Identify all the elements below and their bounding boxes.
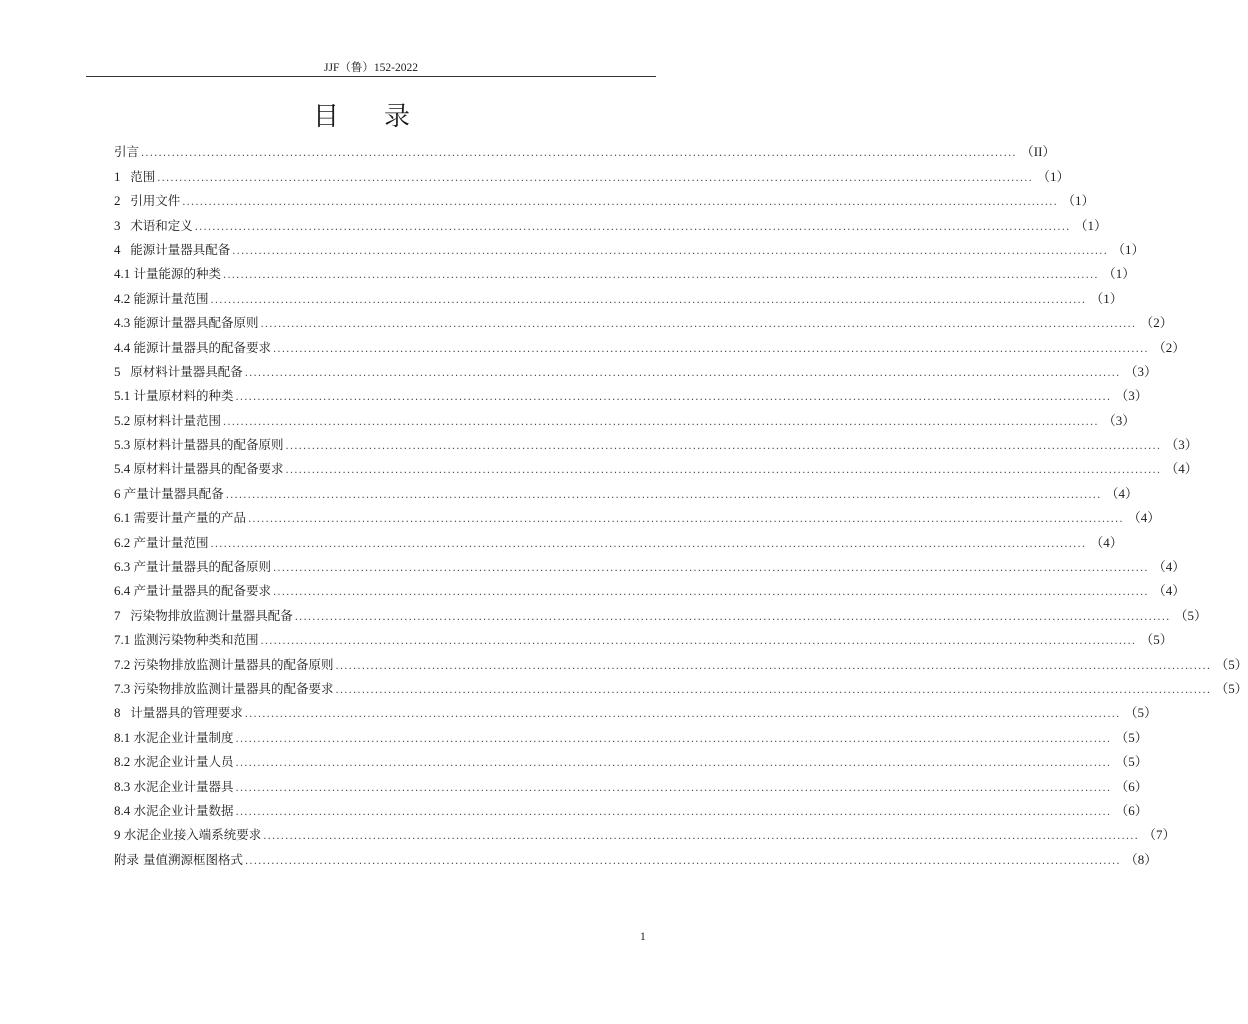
toc-entry-page: （5） [1174, 607, 1208, 623]
toc-entry[interactable] [114, 334, 1186, 358]
toc-entry-page: （4） [1152, 559, 1186, 575]
toc-entry-title: 原材料计量范围 [133, 412, 222, 428]
toc-entry-title: 水泥企业计量人员 [133, 754, 234, 770]
toc-entry-title: 原材料计量器具配备 [130, 363, 243, 379]
toc-entry-page: （4） [1105, 485, 1139, 501]
toc-entry[interactable] [114, 310, 1173, 334]
toc-entry-title: 计量原材料的种类 [133, 388, 234, 404]
dot-leader: ........................................................................................................................................................................................................ [182, 197, 1059, 209]
toc-entry-number: 7.3 [114, 680, 134, 696]
toc-entry-title: 能源计量范围 [133, 290, 209, 306]
toc-entry-title: 能源计量器具的配备要求 [133, 339, 272, 355]
toc-entry[interactable] [114, 578, 1186, 602]
dot-leader: ........................................................................................................................................................................................................ [260, 636, 1137, 648]
toc-entry-page: （2） [1140, 315, 1173, 331]
toc-entry[interactable] [114, 212, 1108, 236]
toc-entry-number: 5.3 [114, 437, 134, 453]
title-char-1: 目 [312, 102, 340, 132]
toc-entry-number: 5 [114, 363, 131, 379]
dot-leader: ........................................................................................................................................................................................................ [273, 563, 1149, 575]
dot-leader: ........................................................................................................................................................................................................ [235, 806, 1112, 818]
toc-entry-title: 原材料计量器具的配备原则 [133, 437, 284, 453]
dot-leader: ........................................................................................................................................................................................................ [285, 441, 1162, 453]
title-char-2: 录 [384, 102, 412, 132]
toc-entry[interactable] [114, 724, 1148, 748]
toc-entry-page: （3） [1102, 412, 1136, 428]
toc-entry-number: 4.3 [114, 315, 134, 331]
toc-entry-number: 8.2 [114, 754, 134, 770]
toc-entry-page: （5） [1115, 754, 1148, 770]
toc-entry-page: （7） [1143, 827, 1176, 843]
toc-entry-page: （II） [1020, 144, 1056, 160]
dot-leader: ........................................................................................................................................................................................................ [194, 221, 1071, 233]
dot-leader: ........................................................................................................................................................................................................ [210, 294, 1087, 306]
toc-entry-title: 术语和定义 [130, 217, 193, 233]
toc-entry-page: （2） [1152, 339, 1186, 355]
toc-entry-number: 6.3 [114, 559, 134, 575]
toc-entry[interactable] [114, 163, 1070, 187]
toc-entry[interactable] [114, 480, 1139, 504]
toc-entry[interactable] [114, 359, 1158, 383]
toc-entry-page: （1） [1090, 290, 1123, 306]
dot-leader: ........................................................................................................................................................................................................ [244, 855, 1121, 867]
toc-entry-title: 污染物排放监测计量器具配备 [130, 607, 293, 623]
toc-entry-number: 1 [114, 168, 131, 184]
dot-leader: ........................................................................................................................................................................................................ [273, 343, 1149, 355]
toc-entry-number: 9 [114, 827, 124, 843]
dot-leader: ........................................................................................................................................................................................................ [248, 514, 1124, 526]
toc-entry[interactable] [114, 749, 1148, 773]
toc-entry-page: （5） [1140, 632, 1173, 648]
toc-entry[interactable] [114, 456, 1198, 480]
toc-entry-page: （6） [1115, 778, 1148, 794]
toc-entry-title: 监测污染物种类和范围 [133, 632, 259, 648]
toc-entry-number: 7.2 [114, 656, 134, 672]
toc-entry[interactable] [114, 676, 1248, 700]
toc-entry-page: （1） [1102, 266, 1136, 282]
dot-leader: ........................................................................................................................................................................................................ [157, 172, 1034, 184]
toc-entry-page: （6） [1115, 802, 1148, 818]
toc-entry-number: 8.3 [114, 778, 134, 794]
toc-entry-title: 计量能源的种类 [133, 266, 222, 282]
toc-entry-page: （1） [1062, 193, 1095, 209]
dot-leader: ........................................................................................................................................................................................................ [335, 660, 1212, 672]
dot-leader: ........................................................................................................................................................................................................ [273, 587, 1149, 599]
toc-entry-number: 6.1 [114, 510, 134, 526]
toc-entry-title: 引用文件 [130, 193, 181, 209]
toc-entry[interactable] [114, 846, 1158, 870]
toc-entry-title: 产量计量范围 [133, 534, 209, 550]
page-number: 1 [640, 931, 646, 943]
toc-entry-page: （1） [1037, 168, 1070, 184]
dot-leader: ........................................................................................................................................................................................................ [235, 392, 1112, 404]
dot-leader: ........................................................................................................................................................................................................ [235, 733, 1112, 745]
dot-leader: ........................................................................................................................................................................................................ [225, 489, 1102, 501]
toc-entry[interactable] [114, 188, 1095, 212]
toc-entry-title: 能源计量器具配备 [130, 241, 231, 257]
toc-entry-number: 4.1 [114, 266, 134, 282]
dot-leader: ........................................................................................................................................................................................................ [244, 709, 1121, 721]
toc-entry-number: 5.1 [114, 388, 134, 404]
dot-leader: ........................................................................................................................................................................................................ [141, 148, 1017, 160]
toc-entry-number: 4 [114, 241, 131, 257]
toc-entry-title: 原材料计量器具的配备要求 [133, 461, 284, 477]
toc-entry-page: （8） [1124, 851, 1158, 867]
toc-entry-number: 7 [114, 607, 131, 623]
toc-entry-page: （5） [1215, 656, 1248, 672]
toc-entry[interactable] [114, 529, 1123, 553]
dot-leader: ........................................................................................................................................................................................................ [294, 611, 1171, 623]
toc-entry-number: 8 [114, 705, 131, 721]
toc-entry-title: 范围 [130, 168, 156, 184]
page-title [0, 99, 724, 135]
toc-entry-number: 5.2 [114, 412, 134, 428]
toc-entry-page: （4） [1152, 583, 1186, 599]
toc-entry[interactable] [114, 627, 1173, 651]
toc-entry[interactable] [114, 773, 1148, 797]
toc-entry-page: （4） [1090, 534, 1123, 550]
toc-entry[interactable] [114, 602, 1208, 626]
toc-entry-number: 6.2 [114, 534, 134, 550]
toc-entry[interactable] [114, 261, 1136, 285]
toc-entry-number: 5.4 [114, 461, 134, 477]
toc-entry-page: （3） [1124, 363, 1158, 379]
toc-entry-number: 8.1 [114, 729, 134, 745]
dot-leader: ........................................................................................................................................................................................................ [235, 758, 1112, 770]
toc-entry-number: 3 [114, 217, 131, 233]
toc-entry-title: 产量计量器具配备 [123, 485, 224, 501]
dot-leader: ........................................................................................................................................................................................................ [235, 782, 1112, 794]
toc-entry-title: 水泥企业计量数据 [133, 802, 234, 818]
toc-entry-title: 产量计量器具的配备原则 [133, 559, 272, 575]
toc-entry-page: （5） [1115, 729, 1148, 745]
header-divider [86, 76, 656, 77]
toc-entry[interactable] [114, 822, 1176, 846]
toc-entry-number: 6.4 [114, 583, 134, 599]
dot-leader: ........................................................................................................................................................................................................ [260, 319, 1137, 331]
toc-entry-page: （4） [1165, 461, 1198, 477]
toc-entry-title: 产量计量器具的配备要求 [133, 583, 272, 599]
dot-leader: ........................................................................................................................................................................................................ [285, 465, 1162, 477]
toc-entry-title: 计量器具的管理要求 [130, 705, 243, 721]
dot-leader: ........................................................................................................................................................................................................ [223, 270, 1099, 282]
dot-leader: ........................................................................................................................................................................................................ [335, 684, 1212, 696]
dot-leader: ........................................................................................................................................................................................................ [223, 416, 1099, 428]
toc-entry-number: 8.4 [114, 802, 134, 818]
toc-entry-title: 水泥企业计量制度 [133, 729, 234, 745]
toc-entry-number: 4.2 [114, 290, 134, 306]
toc-entry-number: 7.1 [114, 632, 134, 648]
toc-entry[interactable] [114, 505, 1161, 529]
toc-entry-number: 2 [114, 193, 131, 209]
toc-entry[interactable] [114, 651, 1248, 675]
document-header: JJF（鲁）152-2022 [324, 62, 418, 74]
toc-entry-page: （1） [1074, 217, 1108, 233]
toc-entry-title: 污染物排放监测计量器具的配备原则 [133, 656, 334, 672]
toc-entry-page: （5） [1124, 705, 1158, 721]
toc-entry[interactable] [114, 237, 1145, 261]
toc-entry-title: 引言 [114, 144, 140, 160]
toc-entry[interactable] [114, 407, 1136, 431]
toc-entry-number: 4.4 [114, 339, 134, 355]
dot-leader: ........................................................................................................................................................................................................ [263, 831, 1140, 843]
toc-entry[interactable] [114, 139, 1056, 163]
toc-entry-title: 需要计量产量的产品 [133, 510, 247, 526]
toc-entry-number: 6 [114, 485, 124, 501]
toc-entry-page: （5） [1215, 680, 1248, 696]
toc-entry-page: （3） [1115, 388, 1148, 404]
toc-entry-page: （4） [1127, 510, 1161, 526]
toc-entry[interactable] [114, 700, 1158, 724]
dot-leader: ........................................................................................................................................................................................................ [244, 367, 1121, 379]
toc-entry-title: 水泥企业计量器具 [133, 778, 234, 794]
toc-entry[interactable] [114, 798, 1148, 822]
toc-entry-title: 污染物排放监测计量器具的配备要求 [133, 680, 334, 696]
toc-entry-title: 能源计量器具配备原则 [133, 315, 259, 331]
toc-entry[interactable] [114, 285, 1123, 309]
toc-entry-title: 附录 量值溯源框图格式 [114, 851, 243, 867]
toc-entry[interactable] [114, 432, 1198, 456]
toc-entry-page: （1） [1112, 241, 1145, 257]
toc-entry-title: 水泥企业接入端系统要求 [123, 827, 262, 843]
toc-entry[interactable] [114, 554, 1186, 578]
table-of-contents [114, 139, 1248, 871]
dot-leader: ........................................................................................................................................................................................................ [232, 245, 1109, 257]
dot-leader: ........................................................................................................................................................................................................ [210, 538, 1087, 550]
toc-entry-page: （3） [1165, 437, 1198, 453]
toc-entry[interactable] [114, 383, 1148, 407]
